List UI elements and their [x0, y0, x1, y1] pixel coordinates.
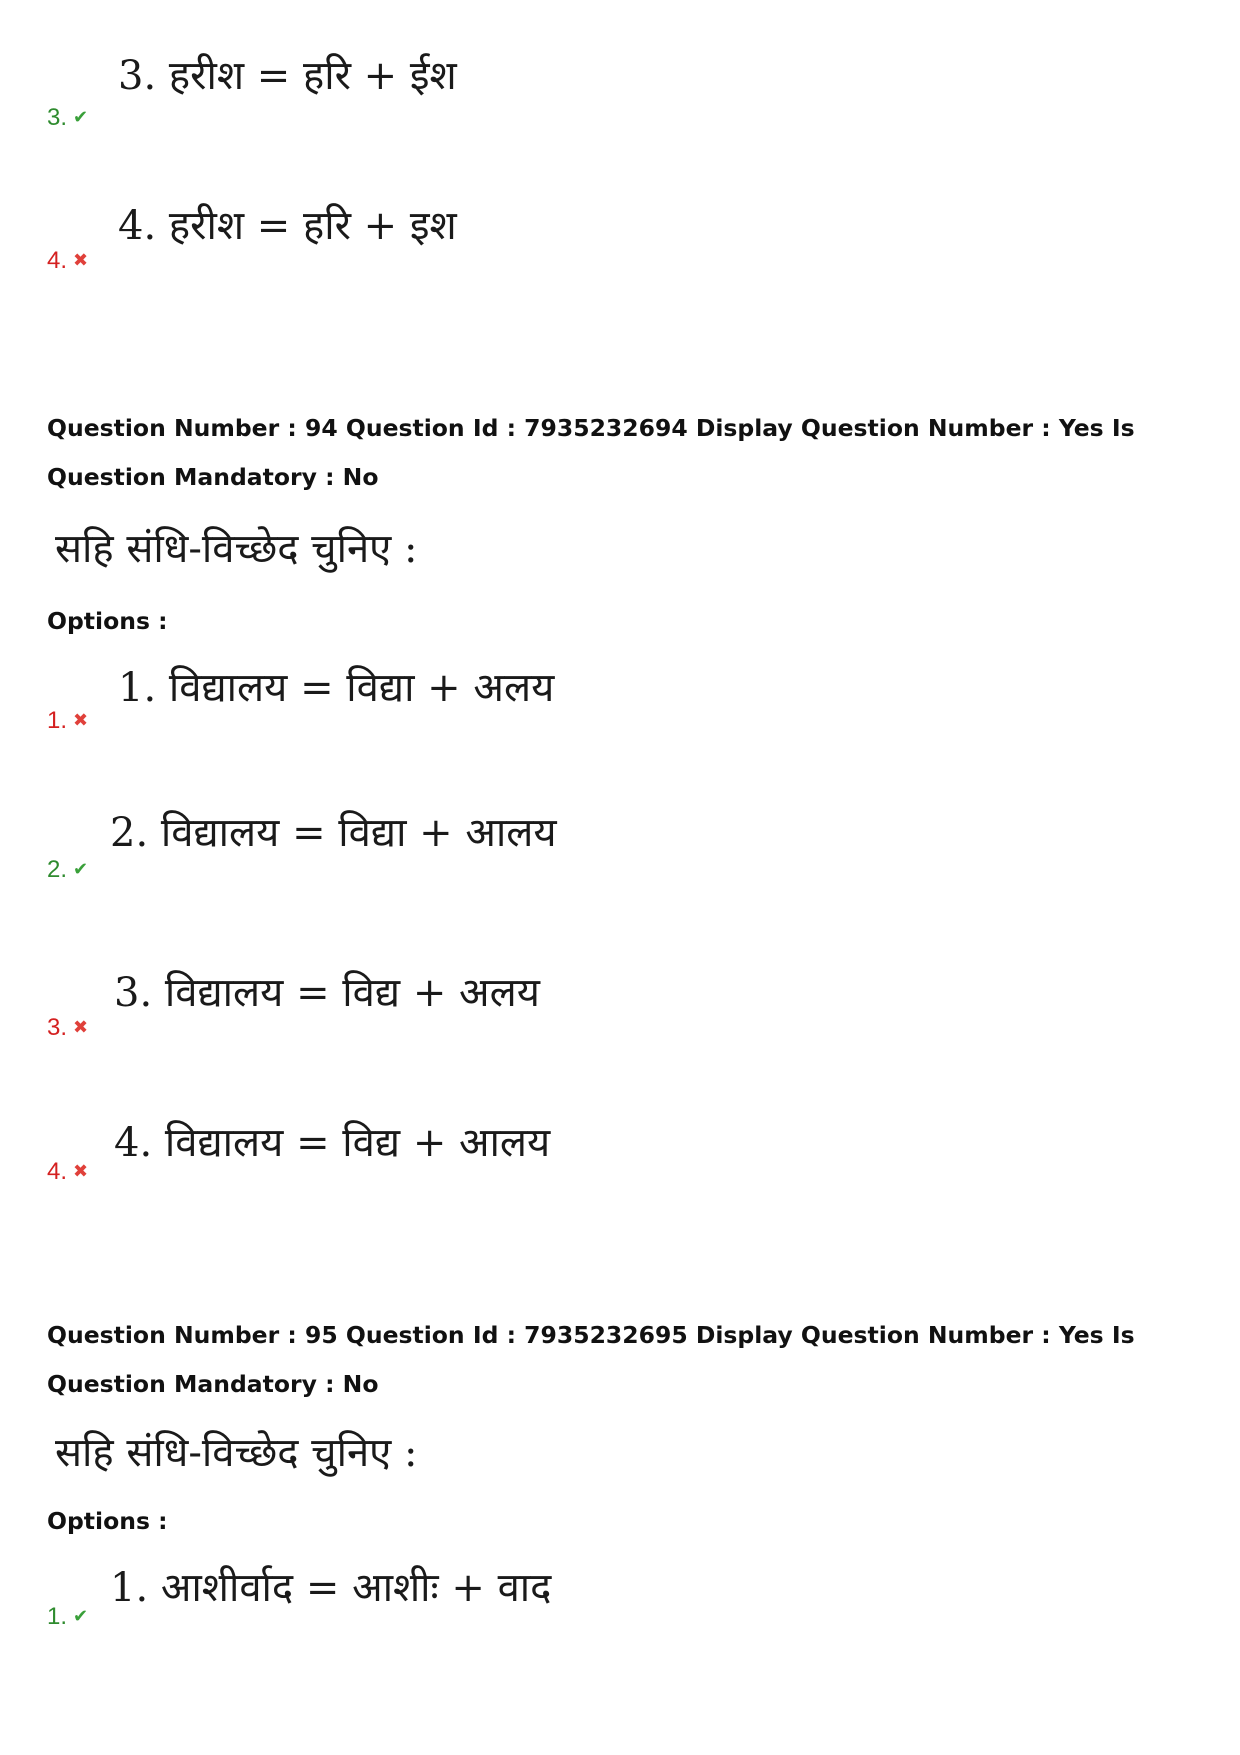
option-row: [0, 1115, 1240, 1195]
question-text: सहि संधि-विच्छेद चुनिए :: [55, 1430, 418, 1476]
option-text: 3. हरीश = हरि + ईश: [118, 53, 457, 99]
option-index: [47, 855, 88, 884]
option-text: 1. आशीर्वाद = आशीः + वाद: [110, 1565, 552, 1611]
question-header: Question Number : 95 Question Id : 7935232695 Display Question Number : Yes Is Question Mandatory : No: [47, 1321, 1135, 1398]
option-index-label: 1.: [47, 707, 68, 734]
option-row: [0, 660, 1240, 740]
option-index-label: 3.: [47, 104, 68, 131]
option-text: 2. विद्यालय = विद्या + आलय: [110, 810, 557, 856]
cross-icon: ✖: [73, 710, 89, 730]
question-text: सहि संधि-विच्छेद चुनिए :: [55, 526, 418, 572]
check-icon: ✔: [73, 107, 89, 127]
option-index: [47, 706, 88, 735]
option-text: 3. विद्यालय = विद्य + अलय: [114, 970, 540, 1016]
option-index-label: 4.: [47, 247, 68, 274]
cross-icon: ✖: [73, 1017, 89, 1037]
options-label: Options :: [47, 1507, 168, 1535]
cross-icon: ✖: [73, 250, 89, 270]
option-row: [0, 965, 1240, 1045]
option-text: 4. हरीश = हरि + इश: [118, 203, 457, 249]
check-icon: ✔: [73, 859, 89, 879]
cross-icon: ✖: [73, 1161, 89, 1181]
option-text: 1. विद्यालय = विद्या + अलय: [118, 665, 555, 711]
option-index: [47, 1157, 88, 1186]
option-row: [0, 190, 1240, 274]
option-index: [47, 103, 88, 132]
option-row: [0, 40, 1240, 131]
option-row: [0, 805, 1240, 885]
check-icon: ✔: [73, 1606, 89, 1626]
option-index-label: 2.: [47, 856, 68, 883]
options-label: Options :: [47, 607, 168, 635]
option-index: [47, 1013, 88, 1042]
option-index-label: 1.: [47, 1603, 68, 1630]
option-row: [0, 1560, 1240, 1650]
option-index: [47, 246, 88, 275]
question-header: Question Number : 94 Question Id : 7935232694 Display Question Number : Yes Is Question Mandatory : No: [47, 414, 1135, 491]
option-index-label: 4.: [47, 1158, 68, 1185]
option-text: 4. विद्यालय = विद्य + आलय: [114, 1120, 551, 1166]
option-index-label: 3.: [47, 1014, 68, 1041]
option-index: [47, 1602, 88, 1631]
